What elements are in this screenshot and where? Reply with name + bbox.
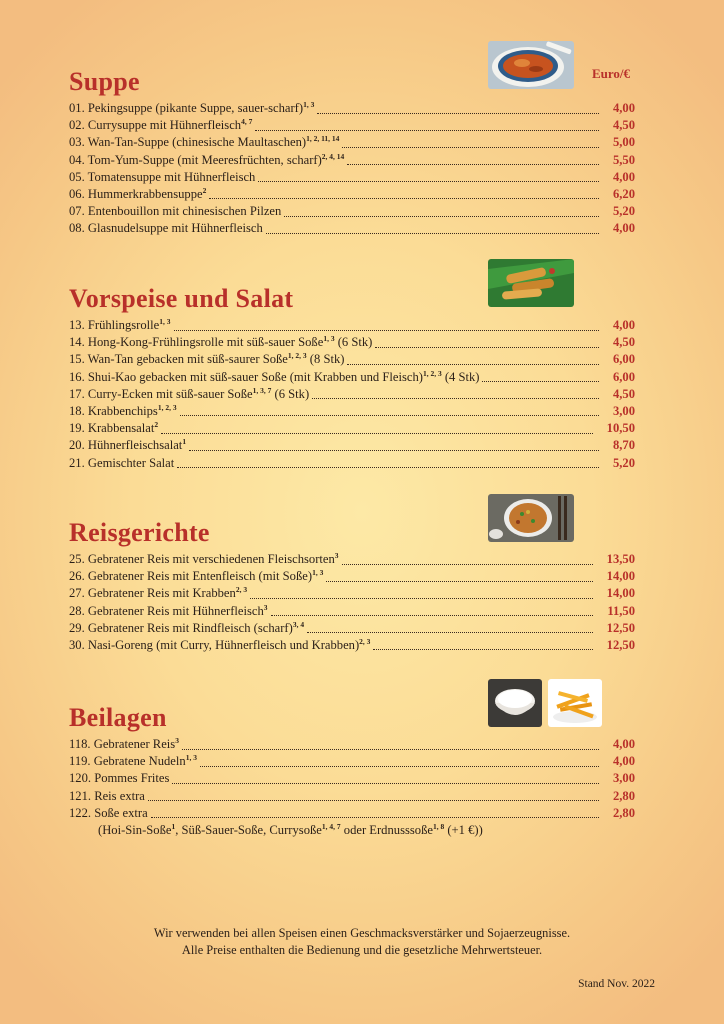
item-title: 02. Currysuppe mit Hühnerfleisch xyxy=(69,118,242,133)
menu-item xyxy=(69,152,635,169)
menu-item-name xyxy=(69,437,188,454)
menu-item-name xyxy=(69,152,346,169)
menu-item xyxy=(69,403,635,420)
allergen-codes: 3 xyxy=(175,736,179,745)
item-price: 2,80 xyxy=(612,788,635,803)
allergen-codes: 1, 2, 3 xyxy=(287,351,307,361)
allergen-codes: 2 xyxy=(202,185,207,195)
item-title: 17. Curry-Ecken mit süß-sauer Soße xyxy=(69,386,253,401)
item-price: 2,80 xyxy=(612,805,635,820)
allergen-codes: 1, 3 xyxy=(303,100,315,109)
menu-item-name xyxy=(69,220,265,237)
menu-item xyxy=(69,203,635,220)
item-title: 16. Shui-Kao gebacken mit süß-sauer Soße (mit Krabben und Fleisch) xyxy=(69,369,423,384)
item-title: 04. Tom-Yum-Suppe (mit Meeresfrüchten, scharf) xyxy=(69,152,322,167)
dot-leader xyxy=(151,817,599,818)
menu-item-name xyxy=(69,169,257,186)
dot-leader xyxy=(209,198,599,199)
allergen-codes: 3, 4 xyxy=(292,619,305,629)
menu-item-name xyxy=(69,203,283,220)
item-price: 10,50 xyxy=(606,421,635,436)
item-price: 4,00 xyxy=(612,737,635,751)
menu-list xyxy=(69,551,635,654)
item-title: 08. Glasnudelsuppe mit Hühnerfleisch xyxy=(69,221,263,236)
item-price: 6,00 xyxy=(612,352,635,367)
menu-item-name xyxy=(69,585,249,602)
item-price: 3,00 xyxy=(612,771,635,786)
section-vorspeise xyxy=(69,284,635,472)
sauce-note-text: (+1 €)) xyxy=(444,822,483,837)
allergen-codes: 3 xyxy=(263,602,268,612)
dot-leader xyxy=(148,800,599,801)
dot-leader xyxy=(182,749,599,750)
menu-item-name xyxy=(69,637,372,654)
item-price: 13,50 xyxy=(606,552,635,566)
item-title: 30. Nasi-Goreng (mit Curry, Hühnerfleisch und Krabben) xyxy=(69,637,360,652)
menu-item xyxy=(69,770,635,787)
item-title: 120. Pommes Frites xyxy=(69,771,170,786)
item-title: 03. Wan-Tan-Suppe (chinesische Maultaschen) xyxy=(69,135,307,150)
menu-item-name xyxy=(69,805,150,822)
item-title: 01. Pekingsuppe (pikante Suppe, sauer-scharf) xyxy=(69,101,304,115)
allergen-codes: 1, 3, 7 xyxy=(252,385,272,395)
menu-item-name xyxy=(69,455,176,472)
dot-leader xyxy=(250,598,593,599)
menu-item-name xyxy=(69,770,171,787)
allergen-codes: 1, 2, 3 xyxy=(157,402,177,412)
menu-item-name xyxy=(69,386,311,403)
section-title: Suppe xyxy=(69,67,140,96)
menu-item-name xyxy=(69,551,341,568)
dot-leader xyxy=(375,347,599,348)
item-title: 25. Gebratener Reis mit verschiedenen Fleischsorten xyxy=(69,552,335,566)
dot-leader xyxy=(172,783,599,784)
item-quantity: (6 Stk) xyxy=(271,386,310,401)
footer-line-2: Alle Preise enthalten die Bedienung und die gesetzliche Mehrwertsteuer. xyxy=(181,943,543,957)
allergen-codes: 2 xyxy=(154,420,159,430)
dot-leader xyxy=(200,766,599,767)
allergen-codes: 2, 3 xyxy=(359,636,371,646)
menu-item xyxy=(69,455,635,472)
dot-leader xyxy=(326,581,593,582)
menu-item xyxy=(69,420,635,437)
item-quantity: (4 Stk) xyxy=(441,369,480,384)
item-title: 28. Gebratener Reis mit Hühnerfleisch xyxy=(69,603,264,618)
section-reisgerichte xyxy=(69,518,635,654)
dot-leader xyxy=(271,615,593,616)
dot-leader xyxy=(347,364,599,365)
allergen-codes: 1 xyxy=(182,437,187,447)
item-price: 6,00 xyxy=(612,369,635,384)
allergen-codes: 2, 3 xyxy=(235,585,248,595)
currency-label: Euro/€ xyxy=(592,66,631,81)
item-price: 4,00 xyxy=(612,318,635,332)
item-price: 14,00 xyxy=(606,586,635,601)
menu-list xyxy=(69,317,635,472)
item-title: 122. Soße extra xyxy=(69,805,148,820)
item-title: 119. Gebratene Nudeln xyxy=(69,754,186,769)
section-title: Vorspeise und Salat xyxy=(69,284,294,313)
allergen-codes: 1, 2, 3 xyxy=(422,368,442,378)
item-price: 6,20 xyxy=(612,186,635,201)
menu-item xyxy=(69,805,635,822)
item-title: 19. Krabbensalat xyxy=(69,421,155,436)
item-title: 14. Hong-Kong-Frühlingsrolle mit süß-sauer Soße xyxy=(69,335,324,350)
dot-leader xyxy=(373,649,593,650)
menu-item xyxy=(69,620,635,637)
item-price: 4,00 xyxy=(612,221,635,236)
menu-item xyxy=(69,736,635,753)
sauce-note-text: oder Erdnusssoße xyxy=(340,822,433,837)
menu-item-name xyxy=(69,620,306,637)
dot-leader xyxy=(174,330,599,331)
dot-leader xyxy=(317,113,599,114)
menu-item-name xyxy=(69,736,181,753)
menu-item xyxy=(69,220,635,237)
item-title: 26. Gebratener Reis mit Entenfleisch (mit Soße) xyxy=(69,569,313,584)
dot-leader xyxy=(307,632,593,633)
item-price: 4,50 xyxy=(612,335,635,350)
dot-leader xyxy=(347,164,599,165)
menu-item xyxy=(69,568,635,585)
item-title: 21. Gemischter Salat xyxy=(69,455,175,470)
section-title: Beilagen xyxy=(69,703,167,732)
menu-item-name xyxy=(69,334,374,351)
section-title: Reisgerichte xyxy=(69,518,210,547)
menu-item xyxy=(69,100,635,117)
item-price: 12,50 xyxy=(606,637,635,652)
menu-item xyxy=(69,551,635,568)
menu-list xyxy=(69,736,635,822)
allergen-codes: 1, 2, 11, 14 xyxy=(306,134,340,144)
menu-item-name xyxy=(69,603,270,620)
item-title: 18. Krabbenchips xyxy=(69,403,158,418)
item-price: 4,50 xyxy=(612,386,635,401)
dot-leader xyxy=(258,181,599,182)
item-price: 5,20 xyxy=(612,204,635,219)
dot-leader xyxy=(482,381,599,382)
item-price: 5,00 xyxy=(612,135,635,150)
menu-item-name xyxy=(69,788,147,805)
item-title: 07. Entenbouillon mit chinesischen Pilzen xyxy=(69,204,282,219)
item-price: 4,00 xyxy=(612,101,635,115)
sauce-note xyxy=(69,822,635,839)
item-price: 14,00 xyxy=(606,569,635,584)
allergen-codes: 1, 3 xyxy=(323,334,335,344)
allergen-codes: 1, 3 xyxy=(159,317,171,326)
menu-item xyxy=(69,134,635,151)
allergen-codes: 1, 3 xyxy=(312,568,324,578)
menu-list xyxy=(69,100,635,238)
dot-leader xyxy=(342,147,599,148)
item-quantity: (6 Stk) xyxy=(334,335,373,350)
section-suppe xyxy=(69,67,635,238)
menu-item-name xyxy=(69,186,208,203)
dot-leader xyxy=(266,233,599,234)
menu-item xyxy=(69,117,635,134)
allergen-codes: 4, 7 xyxy=(241,117,253,127)
section-beilagen xyxy=(69,703,635,839)
allergen-codes: 2, 4, 14 xyxy=(321,151,345,161)
item-price: 3,00 xyxy=(612,403,635,418)
item-title: 121. Reis extra xyxy=(69,788,145,803)
item-title: 20. Hühnerfleischsalat xyxy=(69,438,183,453)
sauce-note-sup: 1, 8 xyxy=(432,821,445,831)
menu-item xyxy=(69,753,635,770)
item-title: 13. Frühlingsrolle xyxy=(69,318,160,332)
item-price: 4,50 xyxy=(612,118,635,133)
menu-item xyxy=(69,169,635,186)
sauce-note-sup: 1, 4, 7 xyxy=(321,821,341,831)
allergen-codes: 3 xyxy=(334,551,339,560)
dot-leader xyxy=(342,564,593,565)
menu-item-name xyxy=(69,568,325,585)
allergen-codes: 1, 3 xyxy=(185,753,197,763)
menu-item xyxy=(69,788,635,805)
menu-item-name xyxy=(69,351,346,368)
stand-date: Stand Nov. 2022 xyxy=(578,978,655,990)
menu-item-name xyxy=(69,753,199,770)
menu-item-name xyxy=(69,420,160,437)
dot-leader xyxy=(284,216,599,217)
dot-leader xyxy=(161,433,593,434)
item-quantity: (8 Stk) xyxy=(306,352,345,367)
menu-item xyxy=(69,317,635,334)
dot-leader xyxy=(177,467,599,468)
item-price: 5,50 xyxy=(612,152,635,167)
menu-item xyxy=(69,603,635,620)
dot-leader xyxy=(255,130,599,131)
menu-item-name xyxy=(69,117,254,134)
dot-leader xyxy=(189,450,599,451)
item-title: 05. Tomatensuppe mit Hühnerfleisch xyxy=(69,169,256,184)
menu-item-name xyxy=(69,403,179,420)
dot-leader xyxy=(312,398,599,399)
menu-item xyxy=(69,585,635,602)
menu-item xyxy=(69,637,635,654)
menu-item-name xyxy=(69,134,341,151)
item-title: 15. Wan-Tan gebacken mit süß-saurer Soße xyxy=(69,352,288,367)
menu-item-name xyxy=(69,100,316,117)
sauce-note-text: (Hoi-Sin-Soße xyxy=(98,822,172,837)
menu-item xyxy=(69,351,635,368)
item-title: 27. Gebratener Reis mit Krabben xyxy=(69,586,236,601)
footer-line-1: Wir verwenden bei allen Speisen einen Geschmacksverstärker und Sojaerzeugnisse. xyxy=(153,926,571,940)
item-title: 06. Hummerkrabbensuppe xyxy=(69,186,203,201)
item-price: 8,70 xyxy=(612,438,635,453)
sauce-note-text: , Süß-Sauer-Soße, Currysoße xyxy=(175,822,322,837)
item-price: 11,50 xyxy=(607,603,635,618)
dot-leader xyxy=(180,415,599,416)
menu-item xyxy=(69,369,635,386)
menu-item xyxy=(69,186,635,203)
item-price: 5,20 xyxy=(612,455,635,470)
menu-item xyxy=(69,386,635,403)
menu-item xyxy=(69,334,635,351)
item-price: 4,00 xyxy=(612,754,635,769)
item-title: 29. Gebratener Reis mit Rindfleisch (scharf) xyxy=(69,620,293,635)
item-price: 12,50 xyxy=(606,620,635,635)
sauce-note-sup: 1 xyxy=(171,821,176,831)
menu-item-name xyxy=(69,317,173,334)
item-price: 4,00 xyxy=(612,169,635,184)
menu-item xyxy=(69,437,635,454)
menu-item-name xyxy=(69,369,481,386)
item-title: 118. Gebratener Reis xyxy=(69,737,176,751)
